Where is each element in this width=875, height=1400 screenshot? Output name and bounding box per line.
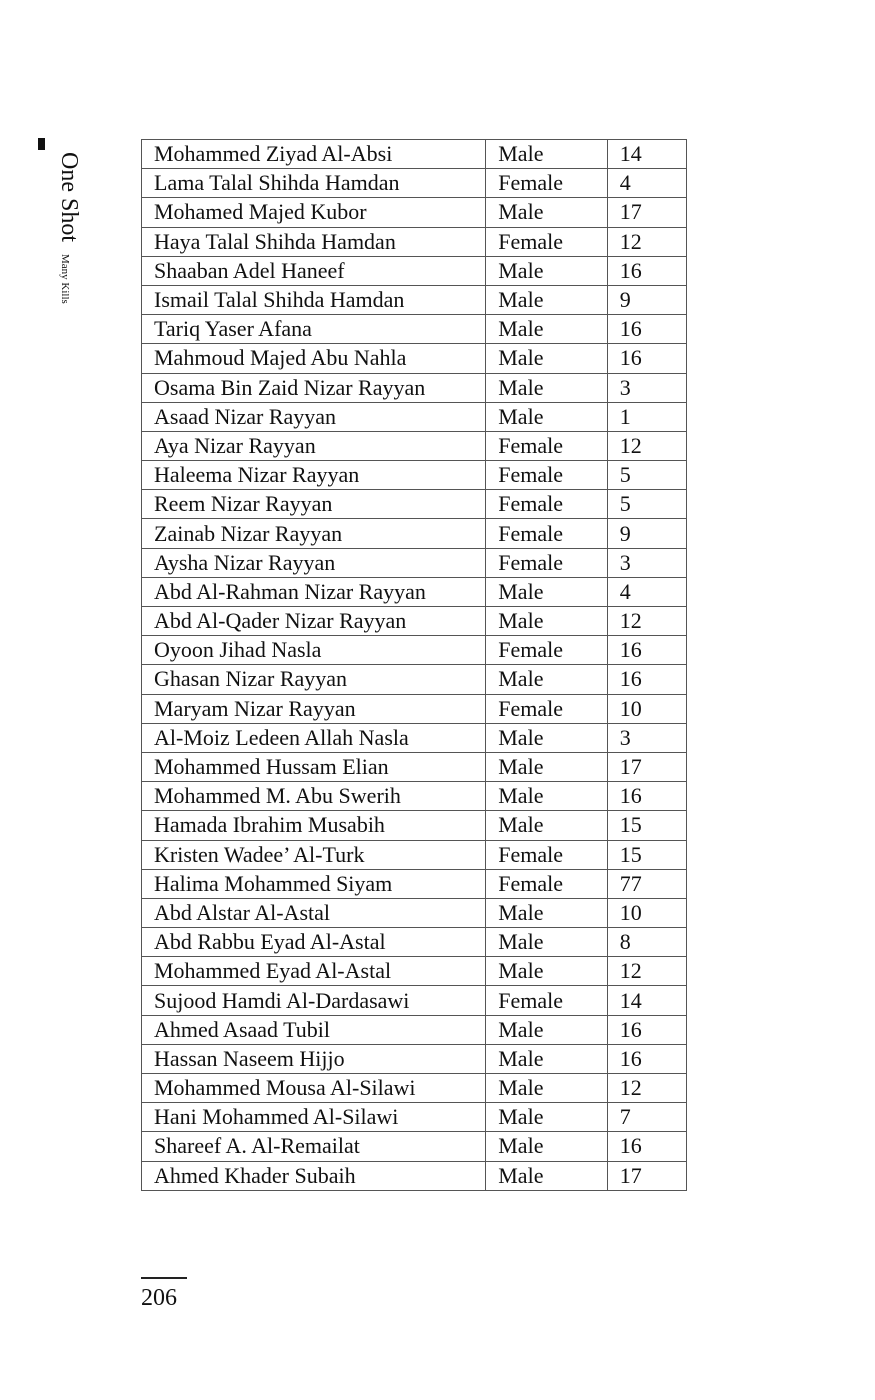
table-row <box>142 694 687 723</box>
age-cell: 16 <box>607 1015 686 1044</box>
age-cell: 8 <box>607 928 686 957</box>
table-row <box>142 1074 687 1103</box>
name-cell: Reem Nizar Rayyan <box>142 490 486 519</box>
gender-cell: Male <box>486 898 607 927</box>
age-cell: 4 <box>607 577 686 606</box>
table-row <box>142 986 687 1015</box>
gender-cell: Male <box>486 607 607 636</box>
running-head <box>38 138 86 348</box>
age-cell: 10 <box>607 694 686 723</box>
name-cell: Ahmed Asaad Tubil <box>142 1015 486 1044</box>
age-cell: 3 <box>607 373 686 402</box>
age-cell: 77 <box>607 869 686 898</box>
name-cell: Hamada Ibrahim Musabih <box>142 811 486 840</box>
running-head-text <box>55 152 82 304</box>
age-cell: 12 <box>607 1074 686 1103</box>
gender-cell: Male <box>486 665 607 694</box>
age-cell: 3 <box>607 548 686 577</box>
table-row <box>142 1132 687 1161</box>
table-row <box>142 140 687 169</box>
table-row <box>142 169 687 198</box>
age-cell: 5 <box>607 490 686 519</box>
page-number: 206 <box>141 1285 177 1311</box>
table-row <box>142 1044 687 1073</box>
table-row <box>142 490 687 519</box>
name-cell: Mohammed Hussam Elian <box>142 752 486 781</box>
name-cell: Aya Nizar Rayyan <box>142 431 486 460</box>
gender-cell: Male <box>486 1161 607 1190</box>
table-row <box>142 402 687 431</box>
age-cell: 16 <box>607 315 686 344</box>
gender-cell: Female <box>486 431 607 460</box>
name-cell: Kristen Wadee’ Al-Turk <box>142 840 486 869</box>
name-cell: Abd Al-Qader Nizar Rayyan <box>142 607 486 636</box>
age-cell: 17 <box>607 1161 686 1190</box>
gender-cell: Male <box>486 315 607 344</box>
age-cell: 15 <box>607 811 686 840</box>
gender-cell: Female <box>486 869 607 898</box>
gender-cell: Male <box>486 198 607 227</box>
age-cell: 16 <box>607 344 686 373</box>
running-head-marker <box>38 138 45 150</box>
table-row <box>142 256 687 285</box>
gender-cell: Female <box>486 169 607 198</box>
name-cell: Mohammed Mousa Al-Silawi <box>142 1074 486 1103</box>
name-cell: Ismail Talal Shihda Hamdan <box>142 285 486 314</box>
gender-cell: Female <box>486 519 607 548</box>
name-cell: Aysha Nizar Rayyan <box>142 548 486 577</box>
name-cell: Mahmoud Majed Abu Nahla <box>142 344 486 373</box>
age-cell: 16 <box>607 782 686 811</box>
table-row <box>142 840 687 869</box>
table-row <box>142 519 687 548</box>
gender-cell: Female <box>486 986 607 1015</box>
table-row <box>142 811 687 840</box>
gender-cell: Male <box>486 723 607 752</box>
name-cell: Haleema Nizar Rayyan <box>142 461 486 490</box>
age-cell: 7 <box>607 1103 686 1132</box>
age-cell: 5 <box>607 461 686 490</box>
book-subtitle: Many Kills <box>59 254 71 304</box>
table-row <box>142 957 687 986</box>
gender-cell: Female <box>486 461 607 490</box>
table-row <box>142 373 687 402</box>
gender-cell: Male <box>486 782 607 811</box>
gender-cell: Male <box>486 373 607 402</box>
table-row <box>142 928 687 957</box>
name-cell: Halima Mohammed Siyam <box>142 869 486 898</box>
gender-cell: Male <box>486 1103 607 1132</box>
gender-cell: Male <box>486 1044 607 1073</box>
gender-cell: Female <box>486 636 607 665</box>
table-row <box>142 752 687 781</box>
table-row <box>142 1103 687 1132</box>
name-cell: Haya Talal Shihda Hamdan <box>142 227 486 256</box>
name-cell: Shaaban Adel Haneef <box>142 256 486 285</box>
age-cell: 12 <box>607 431 686 460</box>
name-cell: Ghasan Nizar Rayyan <box>142 665 486 694</box>
name-cell: Mohammed Ziyad Al-Absi <box>142 140 486 169</box>
gender-cell: Male <box>486 1132 607 1161</box>
table-row <box>142 431 687 460</box>
name-cell: Tariq Yaser Afana <box>142 315 486 344</box>
gender-cell: Female <box>486 490 607 519</box>
age-cell: 9 <box>607 285 686 314</box>
gender-cell: Female <box>486 840 607 869</box>
name-cell: Ahmed Khader Subaih <box>142 1161 486 1190</box>
name-cell: Hani Mohammed Al-Silawi <box>142 1103 486 1132</box>
gender-cell: Male <box>486 344 607 373</box>
gender-cell: Female <box>486 227 607 256</box>
table-row <box>142 1161 687 1190</box>
gender-cell: Male <box>486 752 607 781</box>
gender-cell: Male <box>486 140 607 169</box>
gender-cell: Male <box>486 928 607 957</box>
table-row <box>142 1015 687 1044</box>
age-cell: 4 <box>607 169 686 198</box>
table-row <box>142 548 687 577</box>
name-cell: Lama Talal Shihda Hamdan <box>142 169 486 198</box>
age-cell: 16 <box>607 256 686 285</box>
name-cell: Osama Bin Zaid Nizar Rayyan <box>142 373 486 402</box>
age-cell: 16 <box>607 1044 686 1073</box>
name-cell: Mohammed M. Abu Swerih <box>142 782 486 811</box>
age-cell: 16 <box>607 1132 686 1161</box>
gender-cell: Male <box>486 1015 607 1044</box>
age-cell: 15 <box>607 840 686 869</box>
gender-cell: Male <box>486 402 607 431</box>
name-cell: Mohammed Eyad Al-Astal <box>142 957 486 986</box>
page-number-rule <box>141 1277 187 1279</box>
table-row <box>142 285 687 314</box>
name-cell: Abd Rabbu Eyad Al-Astal <box>142 928 486 957</box>
name-cell: Hassan Naseem Hijjo <box>142 1044 486 1073</box>
name-cell: Abd Al-Rahman Nizar Rayyan <box>142 577 486 606</box>
gender-cell: Male <box>486 256 607 285</box>
gender-cell: Male <box>486 1074 607 1103</box>
age-cell: 17 <box>607 752 686 781</box>
name-cell: Mohamed Majed Kubor <box>142 198 486 227</box>
victims-table <box>141 139 687 1191</box>
name-cell: Maryam Nizar Rayyan <box>142 694 486 723</box>
name-cell: Asaad Nizar Rayyan <box>142 402 486 431</box>
age-cell: 3 <box>607 723 686 752</box>
age-cell: 12 <box>607 957 686 986</box>
victims-table-body <box>142 140 687 1191</box>
age-cell: 10 <box>607 898 686 927</box>
age-cell: 16 <box>607 636 686 665</box>
book-title: One Shot <box>56 152 82 242</box>
age-cell: 12 <box>607 227 686 256</box>
name-cell: Sujood Hamdi Al-Dardasawi <box>142 986 486 1015</box>
age-cell: 14 <box>607 986 686 1015</box>
table-row <box>142 344 687 373</box>
age-cell: 16 <box>607 665 686 694</box>
age-cell: 17 <box>607 198 686 227</box>
name-cell: Oyoon Jihad Nasla <box>142 636 486 665</box>
age-cell: 1 <box>607 402 686 431</box>
name-cell: Al-Moiz Ledeen Allah Nasla <box>142 723 486 752</box>
table-row <box>142 198 687 227</box>
age-cell: 9 <box>607 519 686 548</box>
name-cell: Abd Alstar Al-Astal <box>142 898 486 927</box>
table-row <box>142 607 687 636</box>
age-cell: 12 <box>607 607 686 636</box>
gender-cell: Female <box>486 694 607 723</box>
gender-cell: Male <box>486 957 607 986</box>
table-row <box>142 227 687 256</box>
table-row <box>142 315 687 344</box>
table-row <box>142 723 687 752</box>
age-cell: 14 <box>607 140 686 169</box>
table-row <box>142 782 687 811</box>
table-row <box>142 869 687 898</box>
table-row <box>142 461 687 490</box>
gender-cell: Male <box>486 811 607 840</box>
gender-cell: Male <box>486 285 607 314</box>
table-row <box>142 577 687 606</box>
name-cell: Zainab Nizar Rayyan <box>142 519 486 548</box>
table-row <box>142 898 687 927</box>
gender-cell: Male <box>486 577 607 606</box>
gender-cell: Female <box>486 548 607 577</box>
name-cell: Shareef A. Al-Remailat <box>142 1132 486 1161</box>
table-row <box>142 636 687 665</box>
table-row <box>142 665 687 694</box>
